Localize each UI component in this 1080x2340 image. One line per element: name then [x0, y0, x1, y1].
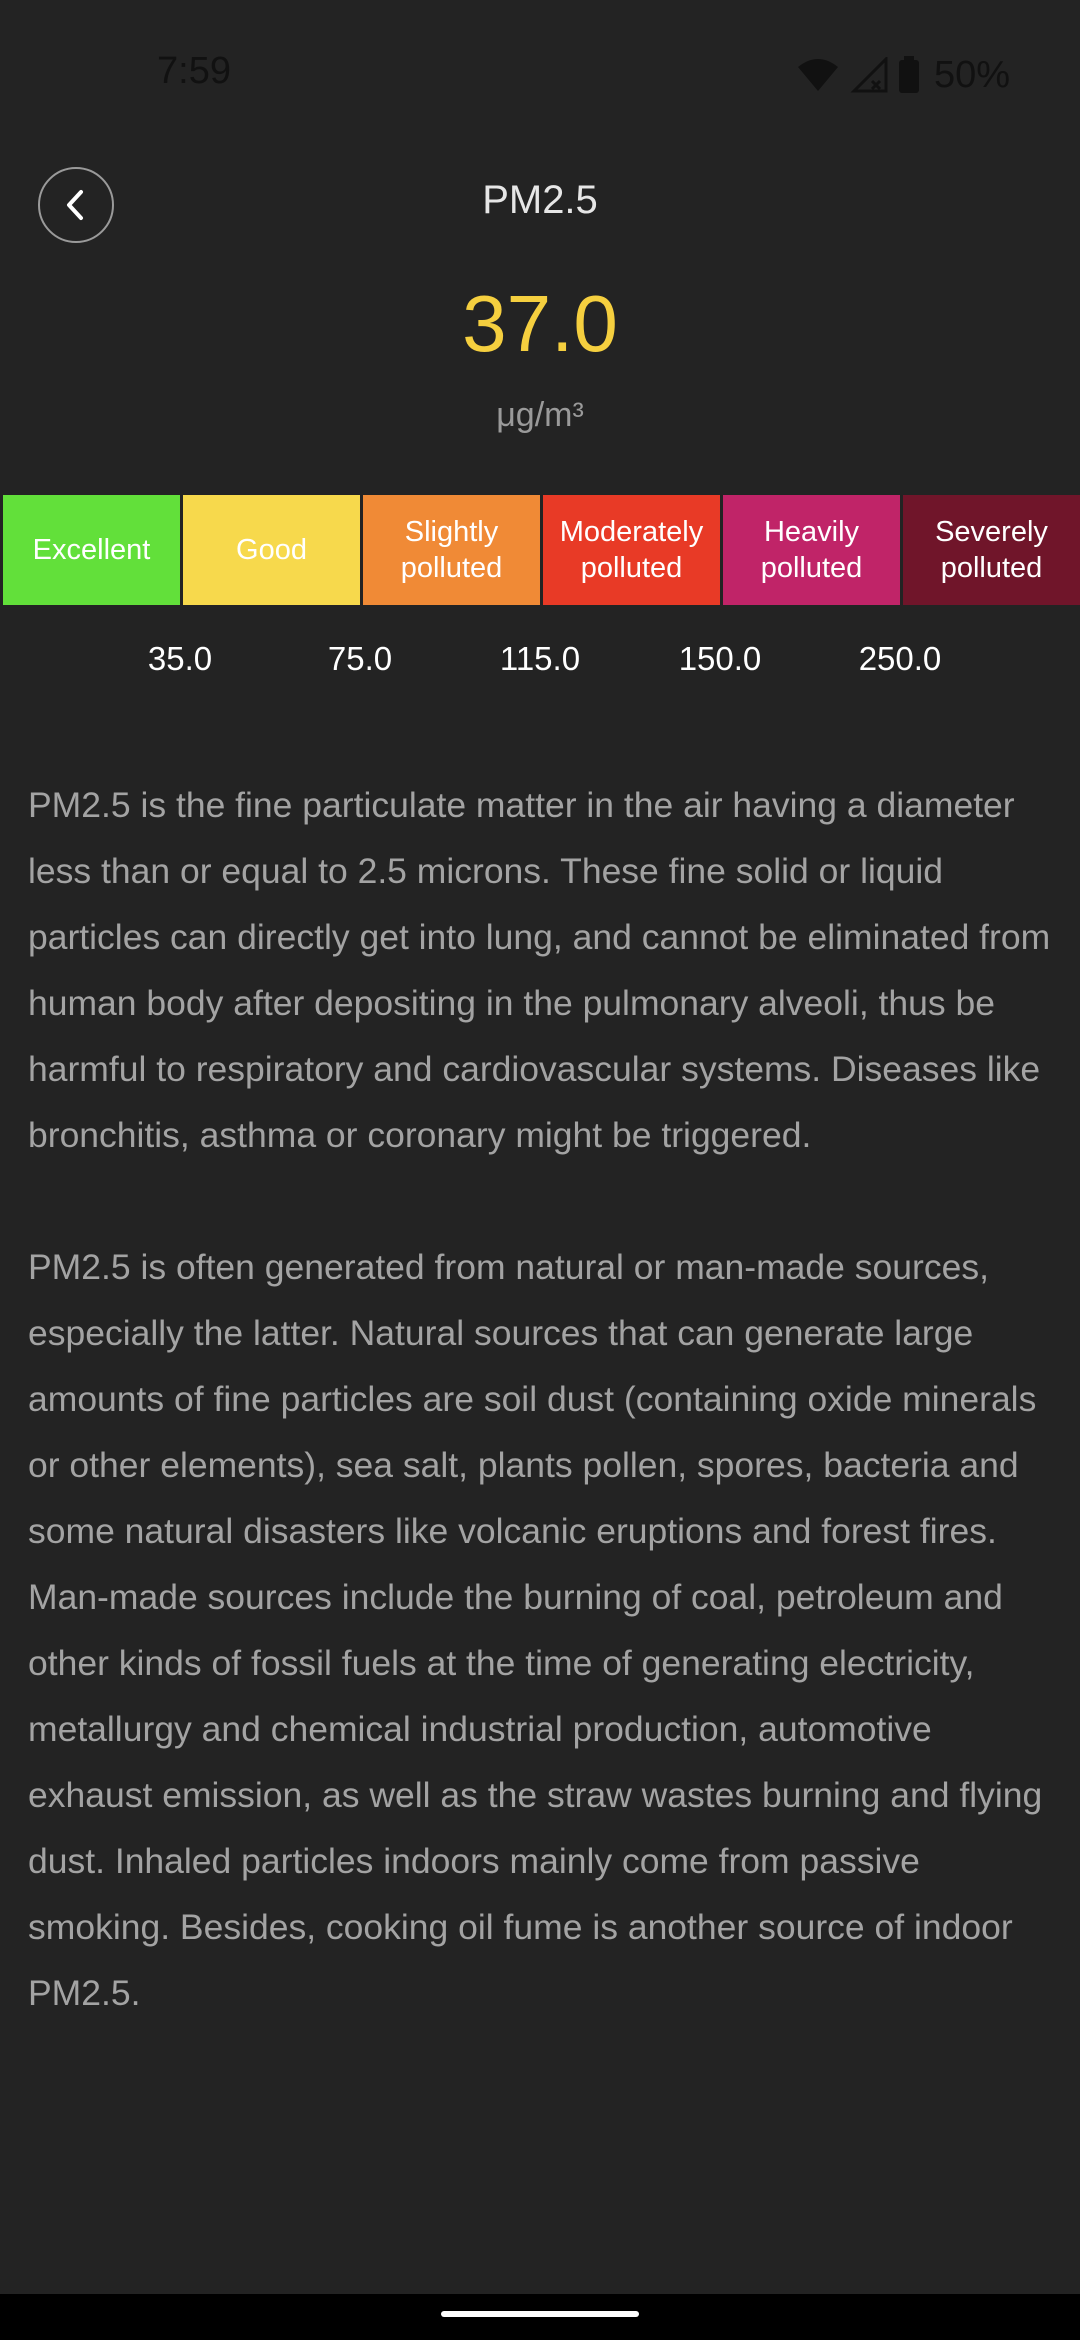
scale-level-label: Severely polluted — [935, 516, 1048, 584]
scale-level-label: Heavily polluted — [760, 516, 863, 584]
navigation-bar — [0, 2294, 1080, 2340]
status-bar — [0, 0, 1080, 150]
threshold-value: 150.0 — [678, 640, 762, 677]
threshold-value: 250.0 — [858, 640, 942, 677]
scale-level-excellent — [3, 495, 180, 605]
threshold-value: 35.0 — [147, 640, 213, 677]
wifi-icon — [796, 57, 840, 93]
threshold-value: 115.0 — [499, 640, 581, 677]
page-title: PM2.5 — [482, 178, 598, 222]
scale-level-label: Good — [236, 534, 307, 566]
pm25-unit: μg/m³ — [496, 396, 584, 434]
status-time: 7:59 — [157, 50, 231, 92]
battery-icon — [898, 56, 920, 94]
pm25-description — [28, 772, 1058, 2092]
scale-level-label: Excellent — [32, 534, 151, 566]
scale-level-severely-polluted — [903, 495, 1080, 605]
scale-level-moderately-polluted — [543, 495, 720, 605]
scale-level-slightly-polluted — [363, 495, 540, 605]
scale-level-good — [183, 495, 360, 605]
threshold-value: 75.0 — [327, 640, 393, 677]
scale-thresholds — [0, 640, 1080, 690]
signal-icon — [850, 57, 888, 93]
battery-percentage: 50% — [933, 53, 1010, 96]
air-quality-scale — [3, 495, 1080, 605]
description-paragraph: PM2.5 is the fine particulate matter in the air having a diameter less than or equal to 2.5 microns. These fine solid or liquid particles can directly get into lung, and cannot be eliminated from human body after depositing in the pulmonary alveoli, thus be harmful to respiratory and cardiovascular systems. Diseases like bronchitis, asthma or coronary might be triggered. — [28, 785, 1051, 1155]
status-icons — [796, 52, 1010, 98]
scale-level-label: Moderately polluted — [559, 516, 704, 584]
pm25-value: 37.0 — [462, 279, 618, 368]
home-gesture-handle[interactable] — [441, 2311, 639, 2317]
description-paragraph: PM2.5 is often generated from natural or man-made sources, especially the latter. Natural sources that can generate large amounts of fine particles are soil dust (containing oxide minerals or other elements), sea salt, plants pollen, spores, bacteria and some natural disasters like volcanic eruptions and forest fires. Man-made sources include the burning of coal, petroleum and other kinds of fossil fuels at the time of generating electricity, metallurgy and chemical industrial production, automotive exhaust emission, as well as the straw wastes burning and flying dust. Inhaled particles indoors mainly come from passive smoking. Besides, cooking oil fume is another source of indoor PM2.5. — [28, 1247, 1043, 2013]
scale-level-label: Slightly polluted — [400, 516, 503, 584]
scale-level-heavily-polluted — [723, 495, 900, 605]
